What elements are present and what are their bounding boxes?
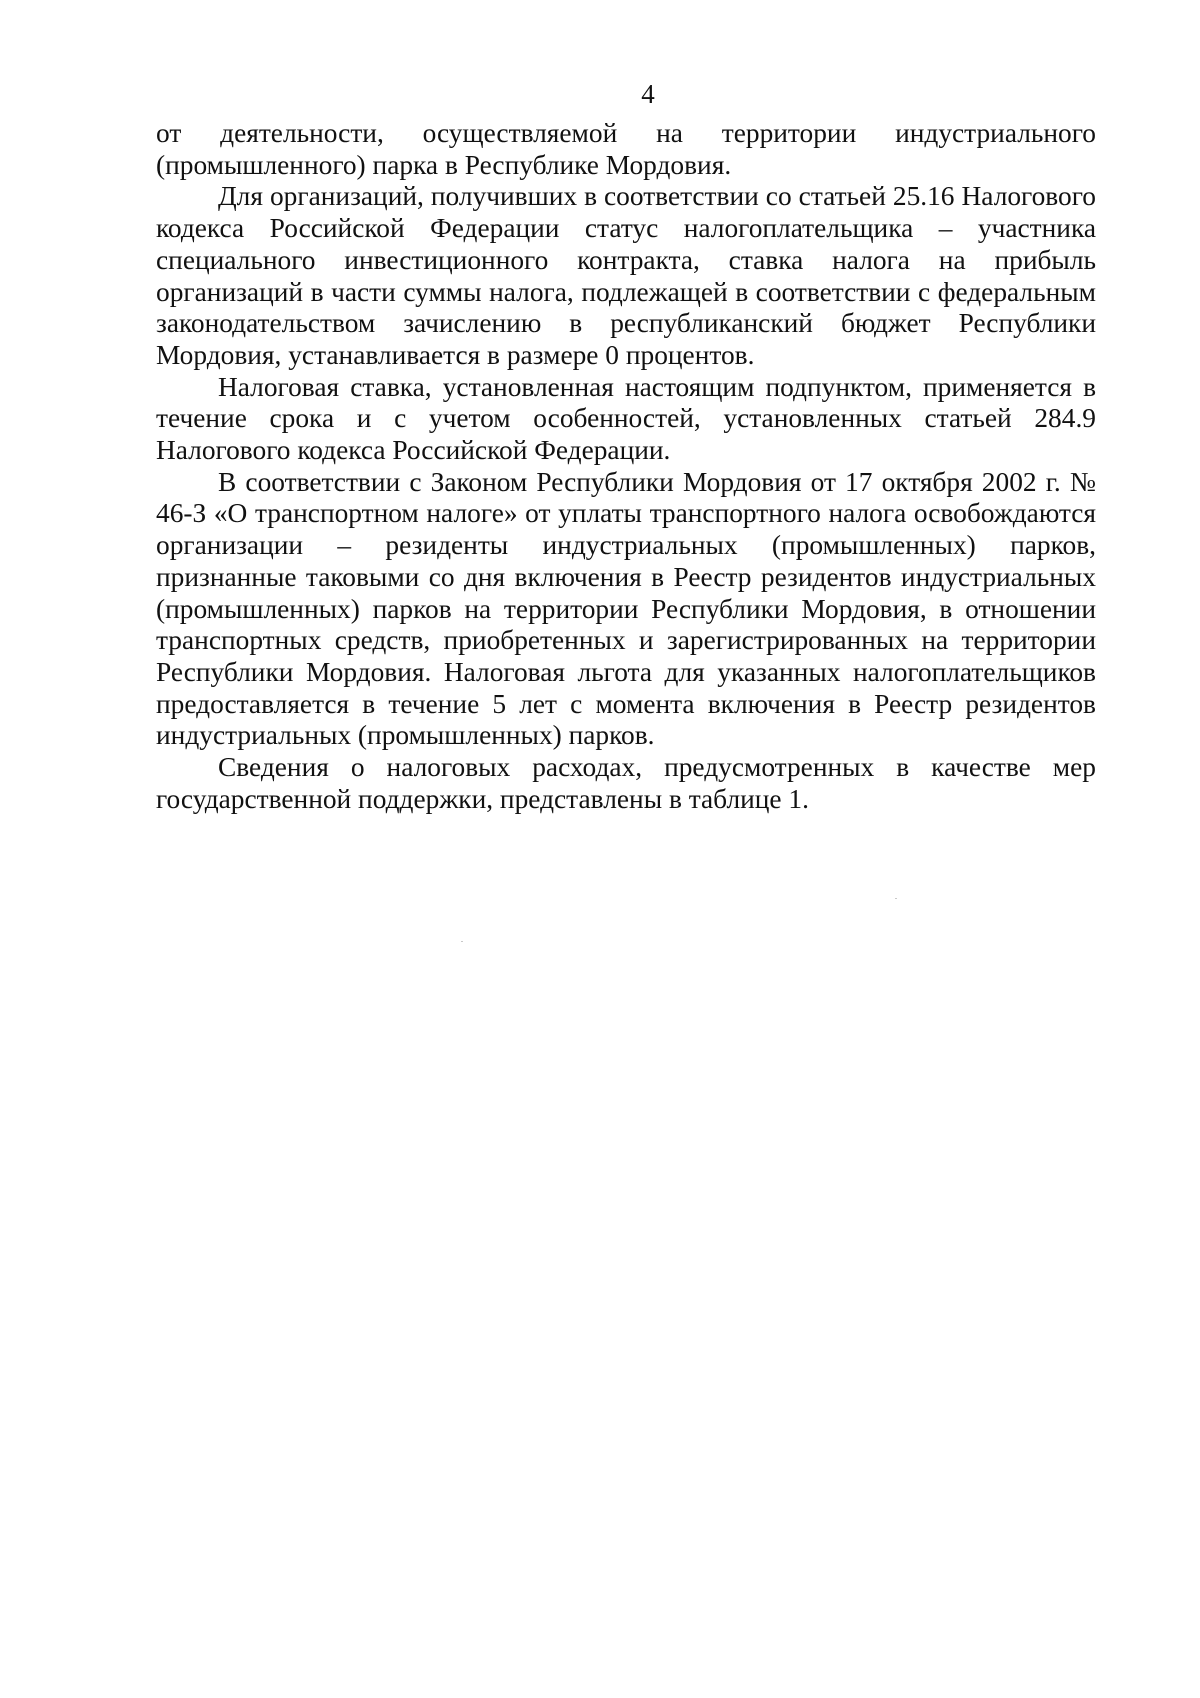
document-body xyxy=(156,118,1096,815)
paragraph-tax-expenditures-reference: Сведения о налоговых расходах, предусмотренных в качестве мер государственной поддержки, представлены в таблице 1. xyxy=(156,752,1096,814)
paragraph-rate-application: Налоговая ставка, установленная настоящим подпунктом, применяется в течение срока и с учетом особенностей, установленных статьей 284.9 Налогового кодекса Российской Федерации. xyxy=(156,371,1096,466)
paragraph-continuation: от деятельности, осуществляемой на территории индустриального (промышленного) парка в Республике Мордовия. xyxy=(156,118,1096,180)
scan-speck xyxy=(461,941,463,942)
scan-speck xyxy=(895,898,897,899)
paragraph-investment-contract-rate: Для организаций, получивших в соответствии со статьей 25.16 Налогового кодекса Российской Федерации статус налогоплательщика – участника специального инвестиционного контракта, ставка налога на прибыль организаций в части суммы налога, подлежащей в соответствии с федеральным законодательством зачислению в республиканский бюджет Республики Мордовия, устанавливается в размере 0 процентов. xyxy=(156,181,1096,370)
paragraph-transport-tax-exemption: В соответствии с Законом Республики Мордовия от 17 октября 2002 г. № 46-З «О транспортном налоге» от уплаты транспортного налога освобождаются организации – резиденты индустриальных (промышленных) парков, признанные таковыми со дня включения в Реестр резидентов индустриальных (промышленных) парков на территории Республики Мордовия, в отношении транспортных средств, приобретенных и зарегистрированных на территории Республики Мордовия. Налоговая льгота для указанных налогоплательщиков предоставляется в течение 5 лет с момента включения в Реестр резидентов индустриальных (промышленных) парков. xyxy=(156,466,1096,751)
page-number: 4 xyxy=(641,79,655,109)
